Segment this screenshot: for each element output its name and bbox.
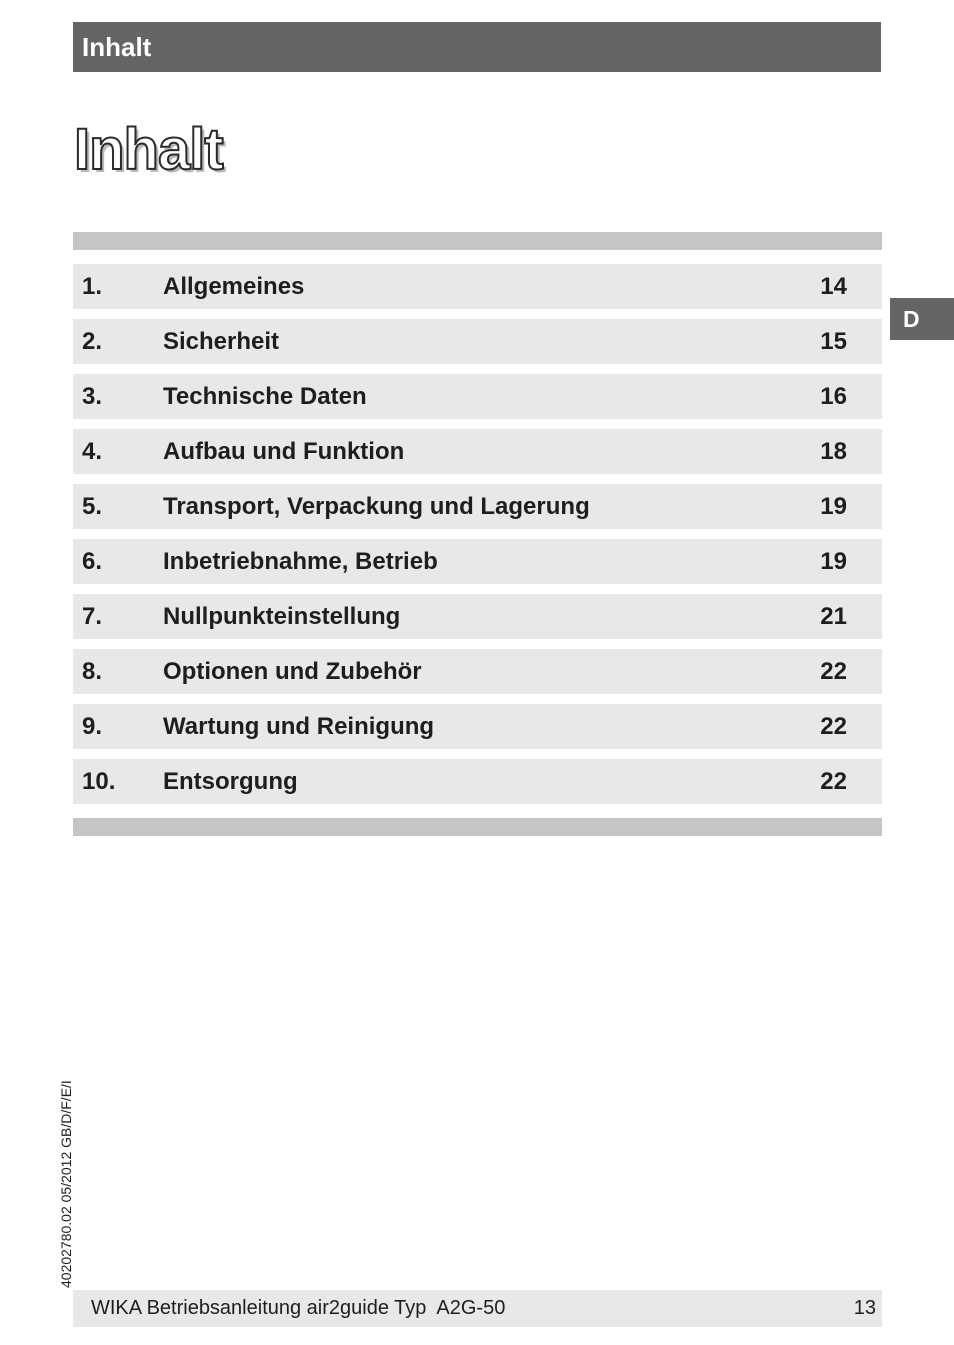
toc-entry-page: 16 bbox=[820, 383, 847, 410]
document-code: 40202780.02 05/2012 GB/D/F/E/I bbox=[58, 1080, 74, 1288]
language-tab: D bbox=[890, 298, 954, 340]
toc-entry-page: 22 bbox=[820, 768, 847, 795]
toc-entry[interactable] bbox=[73, 374, 882, 419]
toc-entry-label: Nullpunkteinstellung bbox=[163, 603, 401, 630]
toc-entry-page: 22 bbox=[820, 713, 847, 740]
toc-entry-number: 1. bbox=[82, 273, 103, 300]
toc-entry-number: 10. bbox=[82, 768, 116, 795]
toc-entry[interactable] bbox=[73, 429, 882, 474]
toc-entry[interactable] bbox=[73, 484, 882, 529]
toc-entry-page: 22 bbox=[820, 658, 847, 685]
section-header bbox=[73, 22, 881, 72]
page-number: 13 bbox=[853, 1297, 876, 1319]
toc-entry-number: 6. bbox=[82, 548, 103, 575]
toc-entry-page: 14 bbox=[820, 273, 847, 300]
toc-entry-page: 15 bbox=[820, 328, 847, 355]
toc-entry-number: 2. bbox=[82, 328, 103, 355]
toc-entry[interactable] bbox=[73, 704, 882, 749]
table-of-contents bbox=[73, 264, 882, 814]
toc-entry[interactable] bbox=[73, 539, 882, 584]
toc-entry-page: 19 bbox=[820, 548, 847, 575]
divider-bottom bbox=[73, 818, 882, 836]
toc-entry-label: Wartung und Reinigung bbox=[163, 713, 435, 740]
toc-entry-label: Entsorgung bbox=[163, 768, 298, 795]
toc-entry-label: Allgemeines bbox=[163, 273, 305, 300]
toc-entry[interactable] bbox=[73, 319, 882, 364]
toc-entry-number: 8. bbox=[82, 658, 103, 685]
toc-entry-number: 3. bbox=[82, 383, 103, 410]
footer-text: WIKA Betriebsanleitung air2guide Typ A2G-50 bbox=[91, 1297, 506, 1319]
divider-top bbox=[73, 232, 882, 250]
toc-entry-number: 5. bbox=[82, 493, 103, 520]
toc-entry-page: 21 bbox=[820, 603, 847, 630]
toc-entry-number: 7. bbox=[82, 603, 103, 630]
toc-entry[interactable] bbox=[73, 649, 882, 694]
toc-entry[interactable] bbox=[73, 759, 882, 804]
page-footer bbox=[73, 1290, 882, 1327]
toc-entry[interactable] bbox=[73, 594, 882, 639]
toc-entry-number: 4. bbox=[82, 438, 103, 465]
toc-entry[interactable] bbox=[73, 264, 882, 309]
toc-entry-page: 18 bbox=[820, 438, 847, 465]
toc-entry-label: Transport, Verpackung und Lagerung bbox=[163, 493, 590, 520]
toc-entry-label: Aufbau und Funktion bbox=[163, 438, 405, 465]
toc-entry-label: Inbetriebnahme, Betrieb bbox=[163, 548, 438, 575]
toc-entry-page: 19 bbox=[820, 493, 847, 520]
toc-entry-number: 9. bbox=[82, 713, 103, 740]
page-title: Inhalt bbox=[74, 117, 223, 182]
toc-entry-label: Optionen und Zubehör bbox=[163, 658, 422, 685]
toc-entry-label: Technische Daten bbox=[163, 383, 367, 410]
toc-entry-label: Sicherheit bbox=[163, 328, 280, 355]
section-header-title: Inhalt bbox=[82, 32, 152, 62]
